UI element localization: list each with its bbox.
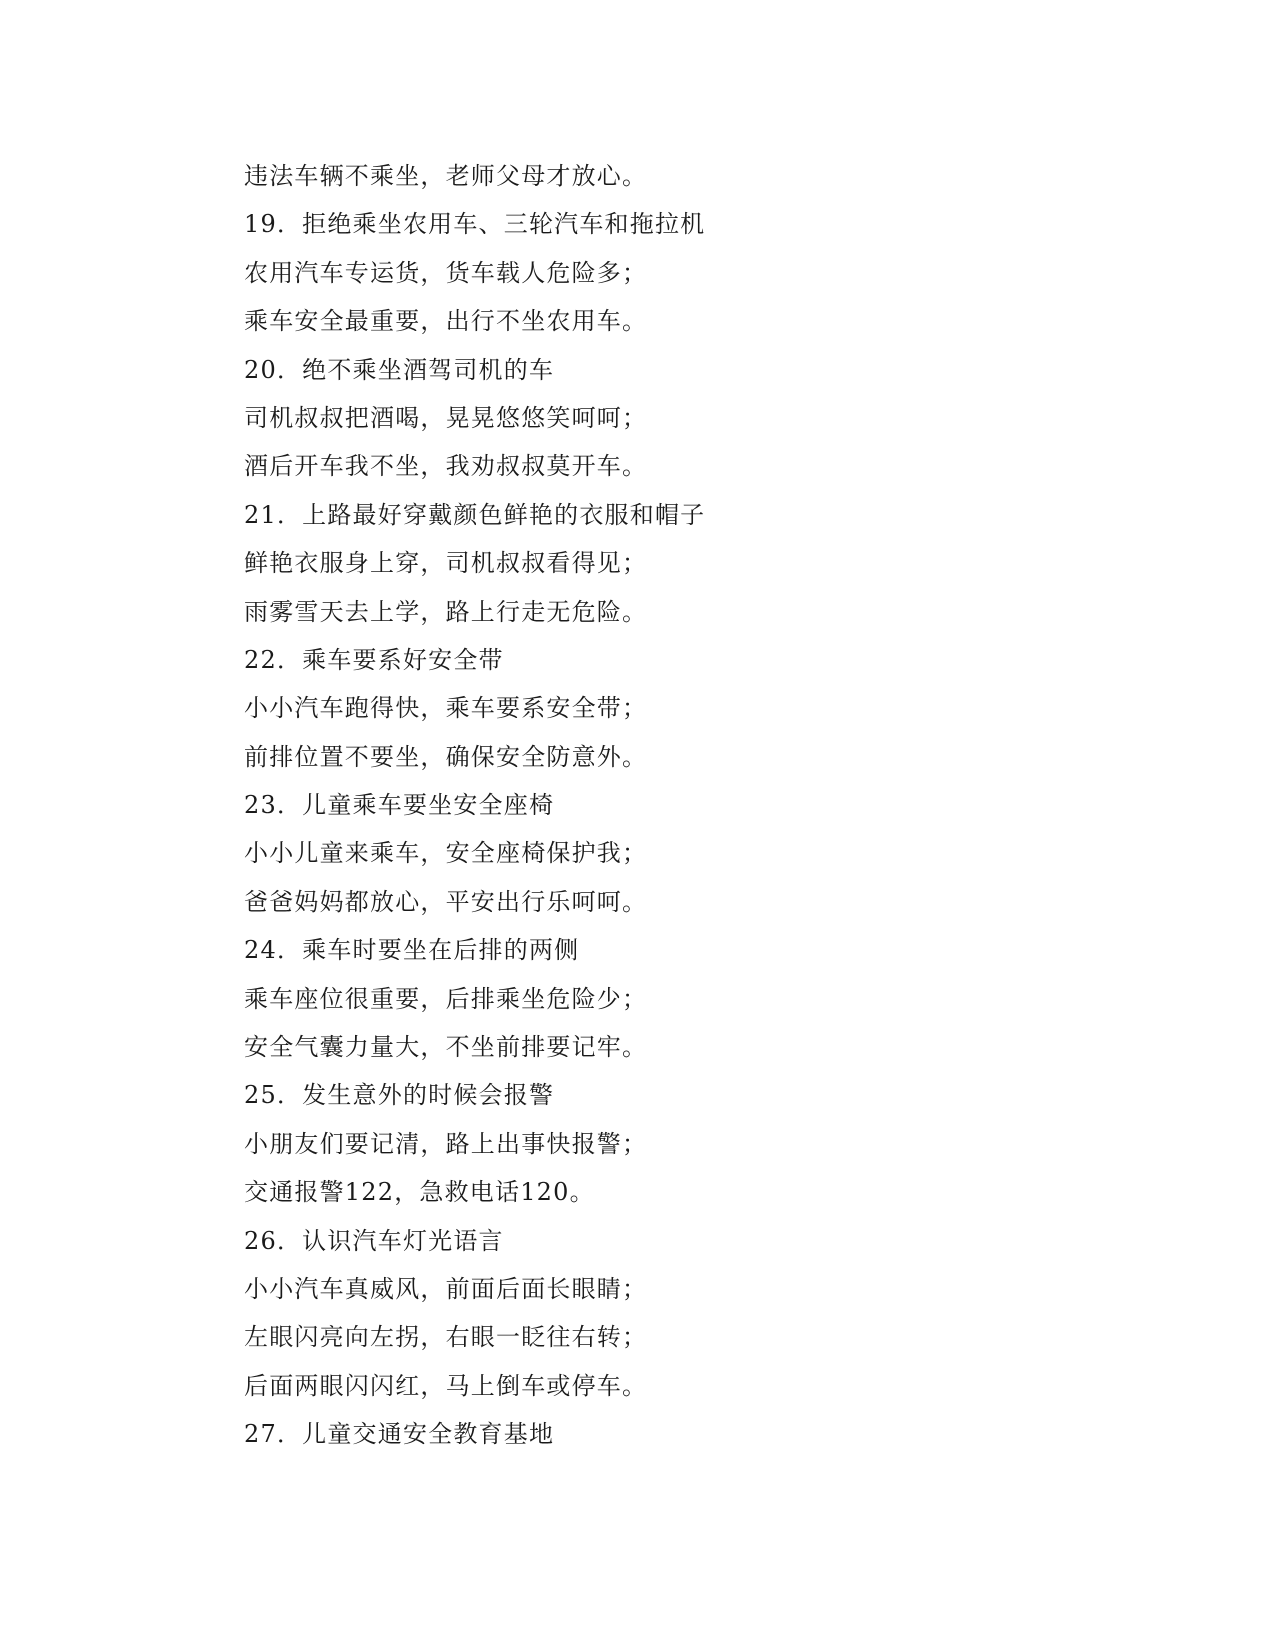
text-line: 前排位置不要坐，确保安全防意外。 xyxy=(244,742,648,771)
section-heading-22: 22．乘车要系好安全带 xyxy=(244,645,504,674)
text-line: 雨雾雪天去上学，路上行走无危险。 xyxy=(244,597,648,626)
text-line: 爸爸妈妈都放心，平安出行乐呵呵。 xyxy=(244,887,648,916)
text-line: 后面两眼闪闪红，马上倒车或停车。 xyxy=(244,1371,648,1400)
section-heading-24: 24．乘车时要坐在后排的两侧 xyxy=(244,936,580,965)
section-heading-26: 26．认识汽车灯光语言 xyxy=(244,1226,504,1255)
text-line: 违法车辆不乘坐，老师父母才放心。 xyxy=(244,162,648,190)
text-line: 小小儿童来乘车，安全座椅保护我； xyxy=(244,839,648,868)
document-body xyxy=(244,152,1044,1459)
section-heading-27: 27．儿童交通安全教育基地 xyxy=(244,1420,555,1449)
section-heading-25: 25．发生意外的时候会报警 xyxy=(244,1081,555,1110)
section-heading-21: 21．上路最好穿戴颜色鲜艳的衣服和帽子 xyxy=(244,500,706,529)
text-line: 司机叔叔把酒喝，晃晃悠悠笑呵呵； xyxy=(244,403,648,432)
text-line: 酒后开车我不坐，我劝叔叔莫开车。 xyxy=(244,452,648,481)
text-line: 乘车座位很重要，后排乘坐危险少； xyxy=(244,984,648,1013)
text-line: 小小汽车跑得快，乘车要系安全带； xyxy=(244,694,648,723)
text-line: 交通报警122，急救电话120。 xyxy=(244,1178,595,1207)
text-line: 安全气囊力量大，不坐前排要记牢。 xyxy=(244,1033,648,1062)
text-line: 乘车安全最重要，出行不坐农用车。 xyxy=(244,307,648,336)
text-line: 左眼闪亮向左拐，右眼一眨往右转； xyxy=(244,1323,648,1352)
section-heading-23: 23．儿童乘车要坐安全座椅 xyxy=(244,791,555,820)
text-line: 农用汽车专运货，货车载人危险多； xyxy=(244,258,648,287)
text-line: 小小汽车真威风，前面后面长眼睛； xyxy=(244,1274,648,1303)
text-line: 鲜艳衣服身上穿，司机叔叔看得见； xyxy=(244,549,648,578)
section-heading-19: 19．拒绝乘坐农用车、三轮汽车和拖拉机 xyxy=(244,210,706,239)
text-line: 小朋友们要记清，路上出事快报警； xyxy=(244,1129,648,1158)
section-heading-20: 20．绝不乘坐酒驾司机的车 xyxy=(244,355,555,384)
